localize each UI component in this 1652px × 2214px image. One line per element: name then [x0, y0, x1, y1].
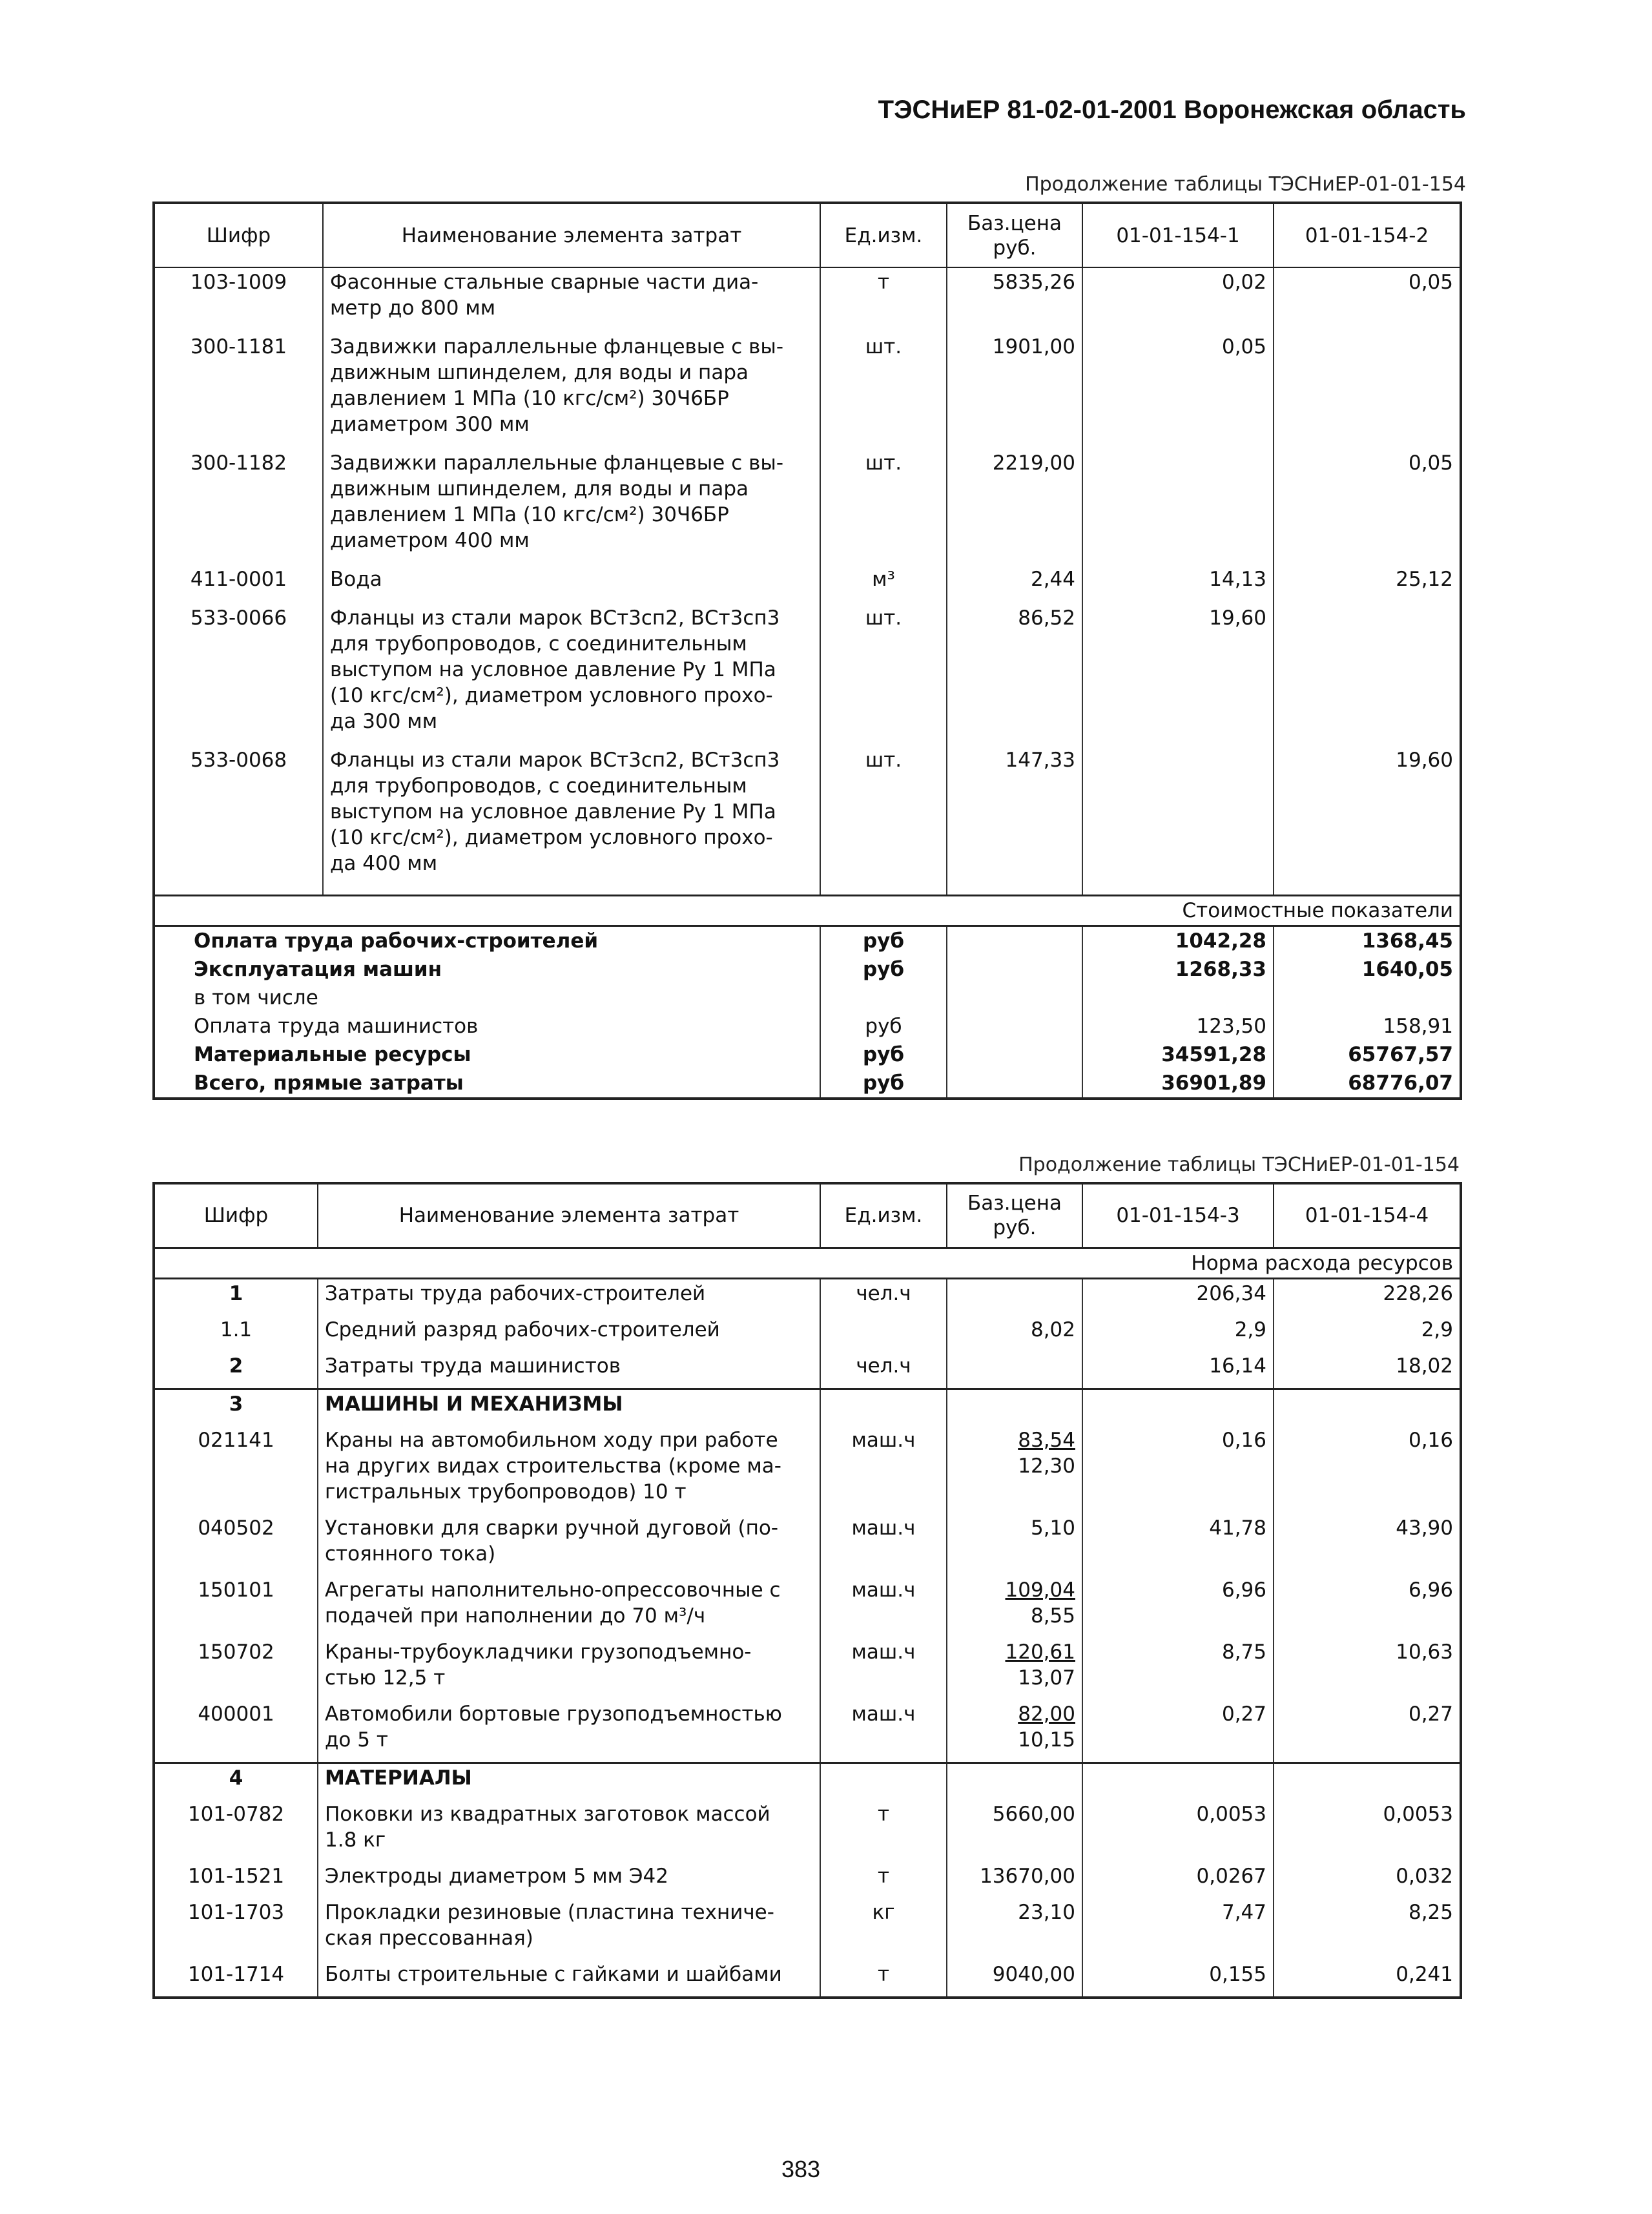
value-col4: 228,26 — [1274, 1278, 1461, 1316]
empty-cell — [947, 1040, 1082, 1069]
price-wage-value: 8,55 — [1030, 1604, 1075, 1628]
cost-indicators-label: Стоимостные показатели — [154, 896, 1461, 926]
price-value: 9040,00 — [992, 1962, 1075, 1986]
empty-cell — [947, 955, 1082, 984]
base-price — [947, 1898, 1082, 1960]
table-row — [154, 1763, 1461, 1800]
resource-code: 1 — [229, 1281, 243, 1305]
resource-unit: т — [820, 1862, 947, 1898]
summary-row — [154, 984, 1461, 1012]
resource-code: 4 — [154, 1763, 318, 1800]
price-value: 13670,00 — [980, 1864, 1075, 1888]
resource-name: Средний разряд рабочих-строителей — [318, 1316, 820, 1352]
value-col1: 14,13 — [1082, 565, 1274, 604]
summary-value-col2 — [1274, 984, 1461, 1012]
value-col4: 43,90 — [1274, 1514, 1461, 1576]
summary-value-col1: 34591,28 — [1082, 1040, 1274, 1069]
value-col1 — [1082, 746, 1274, 888]
empty-cell — [1082, 888, 1274, 896]
value-col4: 0,27 — [1274, 1700, 1461, 1763]
resource-unit: м³ — [820, 565, 947, 604]
base-price: 5835,26 — [947, 267, 1082, 333]
summary-label: Оплата труда рабочих-строителей — [194, 929, 599, 953]
summary-unit — [820, 984, 947, 1012]
resource-code: 3 — [154, 1389, 318, 1426]
table-row — [154, 1426, 1461, 1514]
base-price — [947, 1638, 1082, 1700]
col-header-unit: Ед.изм. — [820, 1183, 947, 1248]
resource-name: Вода — [323, 565, 820, 604]
resource-code: 101-1714 — [187, 1962, 285, 1986]
value-col3: 0,27 — [1082, 1700, 1274, 1763]
summary-row — [154, 1040, 1461, 1069]
resource-name: Фасонные стальные сварные части диа- метр до 800 мм — [323, 267, 820, 333]
base-price — [947, 1278, 1082, 1316]
table-row — [154, 1576, 1461, 1638]
table-row — [154, 267, 1461, 333]
resource-code: 101-0782 — [187, 1802, 285, 1826]
base-price — [947, 1700, 1082, 1763]
col-header-price: Баз.цена руб. — [947, 203, 1082, 267]
resource-name: Затраты труда машинистов — [318, 1352, 820, 1389]
value-col3: 0,0053 — [1082, 1800, 1274, 1862]
summary-label: Всего, прямые затраты — [194, 1071, 464, 1095]
price-value: 109,04 — [1005, 1578, 1075, 1602]
base-price: 1901,00 — [947, 333, 1082, 449]
empty-cell — [947, 984, 1082, 1012]
resource-unit: чел.ч — [820, 1278, 947, 1316]
resource-code: 300-1181 — [190, 335, 287, 358]
base-price — [947, 1862, 1082, 1898]
value-col3: 0,0267 — [1082, 1862, 1274, 1898]
summary-value-col1 — [1082, 984, 1274, 1012]
resource-unit — [820, 1389, 947, 1426]
empty-cell — [323, 888, 820, 896]
resource-code: 150101 — [198, 1578, 274, 1602]
col-header-v1: 01-01-154-3 — [1082, 1183, 1274, 1248]
value-col4: 0,032 — [1274, 1862, 1461, 1898]
resource-code: 300-1182 — [190, 451, 287, 475]
value-col3: 206,34 — [1082, 1278, 1274, 1316]
value-col3: 41,78 — [1082, 1514, 1274, 1576]
value-col3: 0,16 — [1082, 1426, 1274, 1514]
resource-name: Фланцы из стали марок ВСт3сп2, ВСт3сп3 для трубопроводов, с соединительным выступом на условное давление Ру 1 МПа (10 кгс/см²), диаметром условного прохо- да 400 мм — [323, 746, 820, 888]
resource-unit: т — [820, 1800, 947, 1862]
value-col3 — [1082, 1389, 1274, 1426]
base-price: 147,33 — [947, 746, 1082, 888]
table-row — [154, 1960, 1461, 1998]
summary-value-col1: 36901,89 — [1082, 1069, 1274, 1099]
resource-code: 2 — [229, 1354, 243, 1378]
value-col2 — [1274, 333, 1461, 449]
resource-table-1 — [152, 202, 1462, 1100]
table1-caption: Продолжение таблицы ТЭСНиЕР-01-01-154 — [1025, 173, 1466, 196]
value-col4 — [1274, 1763, 1461, 1800]
table-row — [154, 604, 1461, 746]
resource-table-2 — [152, 1182, 1462, 1999]
col-header-unit: Ед.изм. — [820, 203, 947, 267]
summary-unit: руб — [820, 926, 947, 956]
value-col4: 18,02 — [1274, 1352, 1461, 1389]
base-price — [947, 1763, 1082, 1800]
resource-name: Электроды диаметром 5 мм Э42 — [318, 1862, 820, 1898]
value-col2 — [1274, 604, 1461, 746]
table-row — [154, 565, 1461, 604]
table-row — [154, 1514, 1461, 1576]
value-col3: 16,14 — [1082, 1352, 1274, 1389]
price-wage-value: 13,07 — [1018, 1666, 1075, 1690]
table-row — [154, 1700, 1461, 1763]
resource-name: Установки для сварки ручной дуговой (по- стоянного тока) — [318, 1514, 820, 1576]
col-header-v2: 01-01-154-2 — [1274, 203, 1461, 267]
table-row — [154, 1316, 1461, 1352]
summary-value-col1: 1268,33 — [1082, 955, 1274, 984]
resource-name: МАТЕРИАЛЫ — [318, 1763, 820, 1800]
resource-unit: маш.ч — [820, 1576, 947, 1638]
resource-code: 1.1 — [220, 1318, 253, 1341]
summary-row — [154, 955, 1461, 984]
table-row — [154, 1898, 1461, 1960]
base-price — [947, 1800, 1082, 1862]
table-row — [154, 1278, 1461, 1316]
col-header-code: Шифр — [154, 203, 323, 267]
summary-value-col2: 1640,05 — [1274, 955, 1461, 984]
price-value: 120,61 — [1005, 1640, 1075, 1664]
summary-value-col2: 1368,45 — [1274, 926, 1461, 956]
resource-name: Автомобили бортовые грузоподъемностью до 5 т — [318, 1700, 820, 1763]
base-price — [947, 1426, 1082, 1514]
resource-name: Поковки из квадратных заготовок массой 1.8 кг — [318, 1800, 820, 1862]
norm-label: Норма расхода ресурсов — [154, 1248, 1461, 1278]
value-col1: 19,60 — [1082, 604, 1274, 746]
table-row — [154, 746, 1461, 888]
price-value: 5,10 — [1030, 1516, 1075, 1540]
value-col3: 0,155 — [1082, 1960, 1274, 1998]
page-number: 383 — [781, 2156, 821, 2182]
value-col2: 25,12 — [1274, 565, 1461, 604]
summary-value-col1: 123,50 — [1082, 1012, 1274, 1040]
value-col4: 2,9 — [1274, 1316, 1461, 1352]
resource-code: 021141 — [198, 1428, 274, 1452]
resource-unit: т — [820, 1960, 947, 1998]
resource-unit: маш.ч — [820, 1514, 947, 1576]
summary-unit: руб — [820, 1012, 947, 1040]
base-price: 86,52 — [947, 604, 1082, 746]
value-col2: 19,60 — [1274, 746, 1461, 888]
empty-cell — [947, 1012, 1082, 1040]
price-wage-value: 12,30 — [1018, 1454, 1075, 1478]
table-row — [154, 449, 1461, 565]
empty-cell — [1274, 888, 1461, 896]
price-wage-value: 10,15 — [1018, 1728, 1075, 1752]
resource-code: 101-1703 — [187, 1900, 285, 1924]
value-col4: 0,16 — [1274, 1426, 1461, 1514]
resource-unit: шт. — [820, 746, 947, 888]
table-row — [154, 1800, 1461, 1862]
summary-row — [154, 1069, 1461, 1099]
summary-unit: руб — [820, 955, 947, 984]
resource-code: 400001 — [198, 1702, 274, 1726]
resource-unit: маш.ч — [820, 1638, 947, 1700]
value-col1 — [1082, 449, 1274, 565]
value-col4: 10,63 — [1274, 1638, 1461, 1700]
empty-cell — [820, 888, 947, 896]
resource-name: Фланцы из стали марок ВСт3сп2, ВСт3сп3 для трубопроводов, с соединительным выступом на условное давление Ру 1 МПа (10 кгс/см²), диаметром условного прохо- да 300 мм — [323, 604, 820, 746]
resource-unit: шт. — [820, 333, 947, 449]
col-header-name: Наименование элемента затрат — [318, 1183, 820, 1248]
table2-caption: Продолжение таблицы ТЭСНиЕР-01-01-154 — [1018, 1154, 1460, 1176]
col-header-name: Наименование элемента затрат — [323, 203, 820, 267]
resource-unit: маш.ч — [820, 1700, 947, 1763]
resource-unit: чел.ч — [820, 1352, 947, 1389]
resource-name: Агрегаты наполнительно-опрессовочные с подачей при наполнении до 70 м³/ч — [318, 1576, 820, 1638]
value-col3: 6,96 — [1082, 1576, 1274, 1638]
col-header-v1: 01-01-154-1 — [1082, 203, 1274, 267]
resource-code: 411-0001 — [190, 568, 287, 591]
empty-cell — [947, 888, 1082, 896]
base-price — [947, 1576, 1082, 1638]
resource-name: Затраты труда рабочих-строителей — [318, 1278, 820, 1316]
base-price: 2,44 — [947, 565, 1082, 604]
summary-row — [154, 926, 1461, 956]
summary-unit: руб — [820, 1069, 947, 1099]
value-col2: 0,05 — [1274, 267, 1461, 333]
value-col4: 8,25 — [1274, 1898, 1461, 1960]
summary-label: Материальные ресурсы — [194, 1043, 471, 1066]
value-col1: 0,05 — [1082, 333, 1274, 449]
cost-indicators-row — [154, 896, 1461, 926]
value-col3 — [1082, 1763, 1274, 1800]
empty-cell — [947, 926, 1082, 956]
value-col4: 0,241 — [1274, 1960, 1461, 1998]
price-value: 8,02 — [1030, 1318, 1075, 1341]
table-row — [154, 333, 1461, 449]
norm-label-row — [154, 1248, 1461, 1278]
table-row — [154, 1352, 1461, 1389]
price-value: 23,10 — [1018, 1900, 1075, 1924]
value-col3: 8,75 — [1082, 1638, 1274, 1700]
base-price — [947, 1389, 1082, 1426]
table-row — [154, 1389, 1461, 1426]
resource-unit: шт. — [820, 604, 947, 746]
price-value: 5660,00 — [992, 1802, 1075, 1826]
empty-cell — [154, 888, 323, 896]
document-title: ТЭСНиЕР 81-02-01-2001 Воронежская область — [878, 96, 1466, 124]
base-price — [947, 1316, 1082, 1352]
summary-row — [154, 1012, 1461, 1040]
resource-name: Болты строительные с гайками и шайбами — [318, 1960, 820, 1998]
resource-unit: маш.ч — [820, 1426, 947, 1514]
resource-unit — [820, 1316, 947, 1352]
resource-unit: кг — [820, 1898, 947, 1960]
resource-code: 040502 — [198, 1516, 274, 1540]
resource-name: МАШИНЫ И МЕХАНИЗМЫ — [318, 1389, 820, 1426]
value-col4: 0,0053 — [1274, 1800, 1461, 1862]
summary-unit: руб — [820, 1040, 947, 1069]
summary-value-col2: 68776,07 — [1274, 1069, 1461, 1099]
resource-code: 533-0068 — [190, 749, 287, 772]
value-col4 — [1274, 1389, 1461, 1426]
empty-cell — [947, 1069, 1082, 1099]
col-header-v2: 01-01-154-4 — [1274, 1183, 1461, 1248]
summary-value-col2: 158,91 — [1274, 1012, 1461, 1040]
table-row — [154, 1638, 1461, 1700]
price-value: 83,54 — [1018, 1428, 1075, 1452]
resource-code: 103-1009 — [190, 271, 287, 294]
resource-name: Краны на автомобильном ходу при работе на других видах строительства (кроме ма- гистральных трубопроводов) 10 т — [318, 1426, 820, 1514]
resource-unit — [820, 1763, 947, 1800]
resource-unit: шт. — [820, 449, 947, 565]
spacer-row — [154, 888, 1461, 896]
resource-unit: т — [820, 267, 947, 333]
value-col3: 7,47 — [1082, 1898, 1274, 1960]
resource-name: Краны-трубоукладчики грузоподъемно- стью 12,5 т — [318, 1638, 820, 1700]
base-price — [947, 1514, 1082, 1576]
base-price: 2219,00 — [947, 449, 1082, 565]
resource-name: Задвижки параллельные фланцевые с вы- движным шпинделем, для воды и пара давлением 1 МПа (10 кгс/см²) 30Ч6БР диаметром 400 мм — [323, 449, 820, 565]
value-col1: 0,02 — [1082, 267, 1274, 333]
summary-label: в том числе — [194, 986, 318, 1009]
summary-value-col2: 65767,57 — [1274, 1040, 1461, 1069]
summary-label: Оплата труда машинистов — [194, 1015, 479, 1038]
resource-name: Прокладки резиновые (пластина техниче- ская прессованная) — [318, 1898, 820, 1960]
base-price — [947, 1352, 1082, 1389]
price-value: 82,00 — [1018, 1702, 1075, 1726]
resource-code: 150702 — [198, 1640, 274, 1664]
col-header-price: Баз.цена руб. — [947, 1183, 1082, 1248]
resource-code: 101-1521 — [187, 1864, 285, 1888]
summary-label: Эксплуатация машин — [194, 958, 442, 981]
value-col4: 6,96 — [1274, 1576, 1461, 1638]
table-row — [154, 1862, 1461, 1898]
col-header-code: Шифр — [154, 1183, 318, 1248]
resource-name: Задвижки параллельные фланцевые с вы- движным шпинделем, для воды и пара давлением 1 МПа (10 кгс/см²) 30Ч6БР диаметром 300 мм — [323, 333, 820, 449]
base-price — [947, 1960, 1082, 1998]
value-col3: 2,9 — [1082, 1316, 1274, 1352]
resource-code: 533-0066 — [190, 606, 287, 630]
value-col2: 0,05 — [1274, 449, 1461, 565]
summary-value-col1: 1042,28 — [1082, 926, 1274, 956]
